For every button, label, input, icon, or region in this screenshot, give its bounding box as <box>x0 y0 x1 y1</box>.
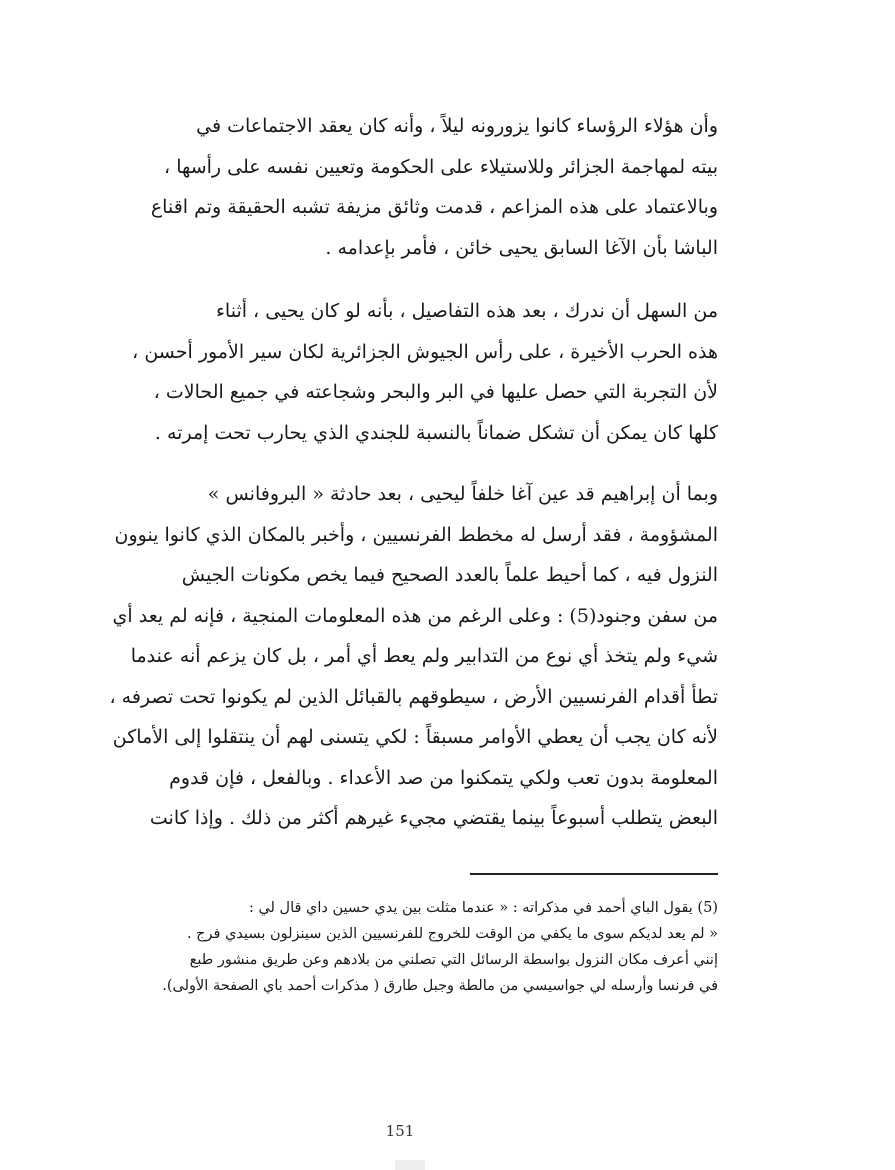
paragraph-line: شيء ولم يتخذ أي نوع من التدابير ولم يعط أي أمر ، بل كان يزعم أنه عندما <box>130 645 718 667</box>
paragraph-line: البعض يتطلب أسبوعاً بينما يقتضي مجيء غيرهم أكثر من ذلك . وإذا كانت <box>149 807 718 829</box>
paragraph-line: النزول فيه ، كما أحيط علماً بالعدد الصحيح فيما يخص مكونات الجيش <box>181 564 718 586</box>
paragraph-line: وبما أن إبراهيم قد عين آغا خلفاً ليحيى ، بعد حادثة « البروفانس » <box>207 483 718 505</box>
paragraph-line: وبالاعتماد على هذه المزاعم ، قدمت وثائق مزيفة تشبه الحقيقة وتم اقناع <box>150 196 718 218</box>
scan-artifact <box>395 1160 425 1170</box>
paragraph-line: المشؤومة ، فقد أرسل له مخطط الفرنسيين ، وأخبر بالمكان الذي كانوا ينوون <box>114 523 718 546</box>
footnote <box>78 895 718 999</box>
paragraph-3 <box>78 474 718 839</box>
paragraph-line: وأن هؤلاء الرؤساء كانوا يزورونه ليلاً ، وأنه كان يعقد الاجتماعات في <box>196 115 718 137</box>
paragraph-line: الباشا بأن الآغا السابق يحيى خائن ، فأمر بإعدامه . <box>325 236 718 259</box>
paragraph-line: المعلومة بدون تعب ولكي يتمكنوا من صد الأعداء . وبالفعل ، فإن قدوم <box>169 766 718 789</box>
footnote-line: « لم يعد لديكم سوى ما يكفي من الوقت للخروج للفرنسيين الذين سينزلون بسيدي فرج . <box>186 926 718 942</box>
paragraph-line: من السهل أن ندرك ، بعد هذه التفاصيل ، بأنه لو كان يحيى ، أثناء <box>215 300 718 322</box>
paragraph-line: بيته لمهاجمة الجزائر وللاستيلاء على الحكومة وتعيين نفسه على رأسها ، <box>164 155 718 178</box>
paragraph-line: لأن التجربة التي حصل عليها في البر والبحر وشجاعته في جميع الحالات ، <box>153 381 718 403</box>
page-number: 151 <box>385 1122 415 1140</box>
paragraph-line: هذه الحرب الأخيرة ، على رأس الجيوش الجزائرية لكان سير الأمور أحسن ، <box>132 340 718 363</box>
paragraph-1 <box>78 106 718 268</box>
footnote-line: إنني أعرف مكان النزول بواسطة الرسائل التي تصلني من بلادهم وعن طريق منشور طبع <box>189 952 718 968</box>
paragraph-line: تطأ أقدام الفرنسيين الأرض ، سيطوقهم بالقبائل الذين لم يكونوا تحت تصرفه ، <box>109 685 718 708</box>
paragraph-line: لأنه كان يجب أن يعطي الأوامر مسبقاً : لكي يتسنى لهم أن ينتقلوا إلى الأماكن <box>112 726 718 748</box>
footnote-divider <box>470 873 718 875</box>
paragraph-2 <box>78 291 718 453</box>
footnote-line: في فرنسا وأرسله لي جواسيسي من مالطة وجبل طارق ( مذكرات أحمد باي الصفحة الأولى). <box>162 978 718 994</box>
paragraph-line: من سفن وجنود(5) : وعلى الرغم من هذه المعلومات المنجية ، فإنه لم يعد أي <box>112 604 718 627</box>
paragraph-line: كلها كان يمكن أن تشكل ضماناً بالنسبة للجندي الذي يحارب تحت إمرته . <box>154 421 718 444</box>
footnote-line: (5) يقول الباي أحمد في مذكراته : « عندما مثلت بين يدي حسين داي قال لي : <box>248 900 718 916</box>
